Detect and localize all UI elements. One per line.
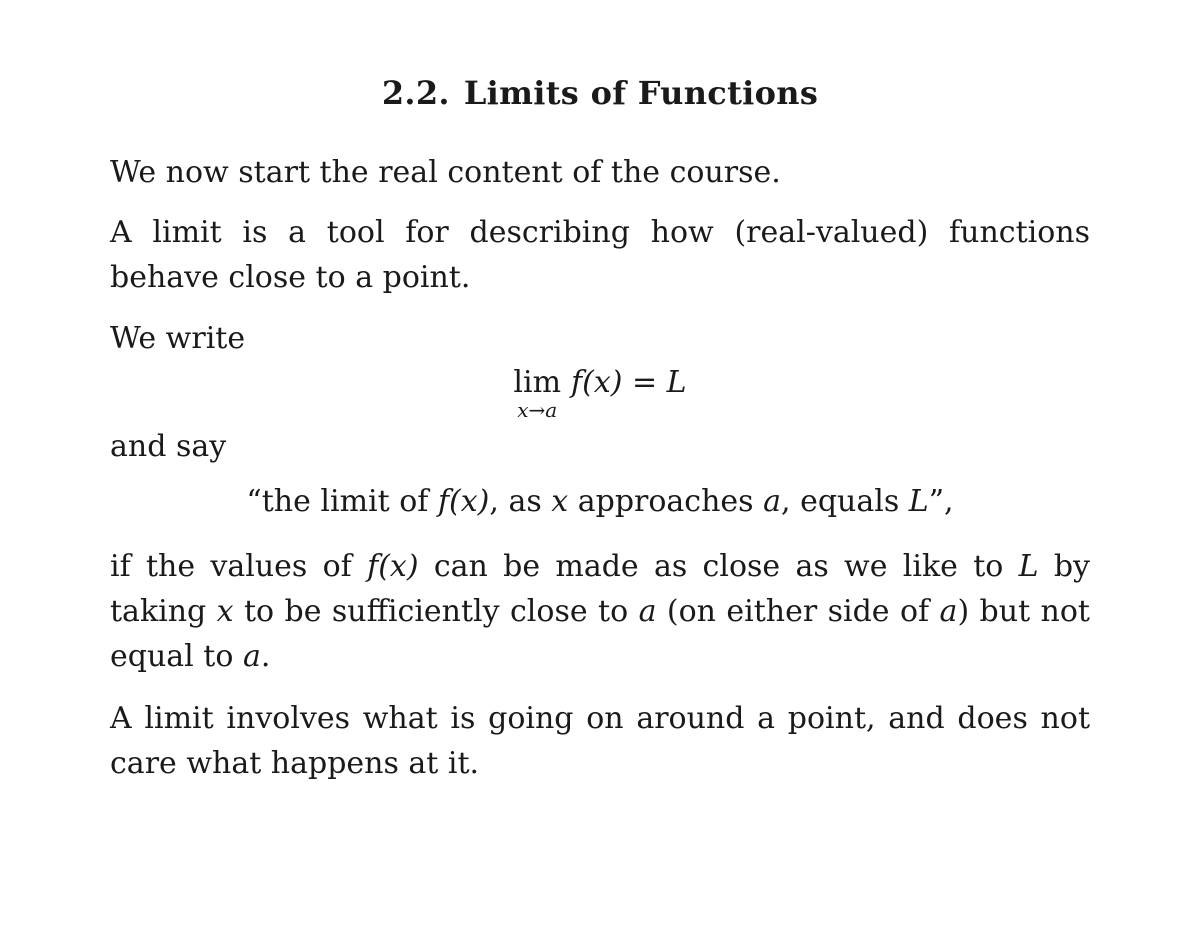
equation-body: f(x) = L (571, 365, 687, 400)
quote-open: “the limit of (246, 484, 438, 519)
quote-statement (0, 484, 1200, 519)
paragraph-we-write: We write (110, 321, 246, 356)
section-number: 2.2. (381, 74, 450, 112)
quote-text-3: , equals (781, 484, 909, 519)
quote-fx: f(x) (437, 484, 490, 519)
text-run: can be made as close as we like to (418, 549, 1019, 584)
math-fx: f(x) (367, 549, 419, 584)
text-run: . (260, 639, 271, 674)
math-a: a (242, 639, 261, 674)
lim-subscript: x→a (517, 398, 558, 422)
paragraph-and-say: and say (110, 429, 227, 464)
lim-word: lim (513, 365, 562, 400)
text-run: (on either side of (656, 594, 940, 629)
paragraph-limit-definition: A limit is a tool for describing how (real-valued) functions behave close to a point. (110, 215, 1090, 295)
text-run: if the values of (110, 549, 368, 584)
quote-close: ”, (928, 484, 954, 519)
section-title: Limits of Functions (463, 74, 819, 112)
limit-equation (0, 366, 1200, 420)
quote-text-1: , as (489, 484, 552, 519)
math-x: x (216, 594, 234, 629)
quote-text-2: approaches (568, 484, 764, 519)
math-L: L (1018, 549, 1039, 584)
text-run: ) but not equal to (110, 594, 1090, 674)
paragraph-definition-detail (110, 544, 1090, 679)
text-run: by taking (110, 549, 1090, 629)
quote-a: a (763, 484, 782, 519)
quote-x: x (551, 484, 569, 519)
math-a: a (638, 594, 657, 629)
paragraph-intro: We now start the real content of the course. (110, 155, 781, 190)
section-heading (0, 74, 1200, 112)
text-run: to be sufficiently close to (233, 594, 639, 629)
paragraph-limit-concept: A limit involves what is going on around a point, and does not care what happens at it. (110, 701, 1090, 781)
math-a: a (939, 594, 958, 629)
quote-L: L (908, 484, 929, 519)
lim-operator (513, 366, 561, 420)
